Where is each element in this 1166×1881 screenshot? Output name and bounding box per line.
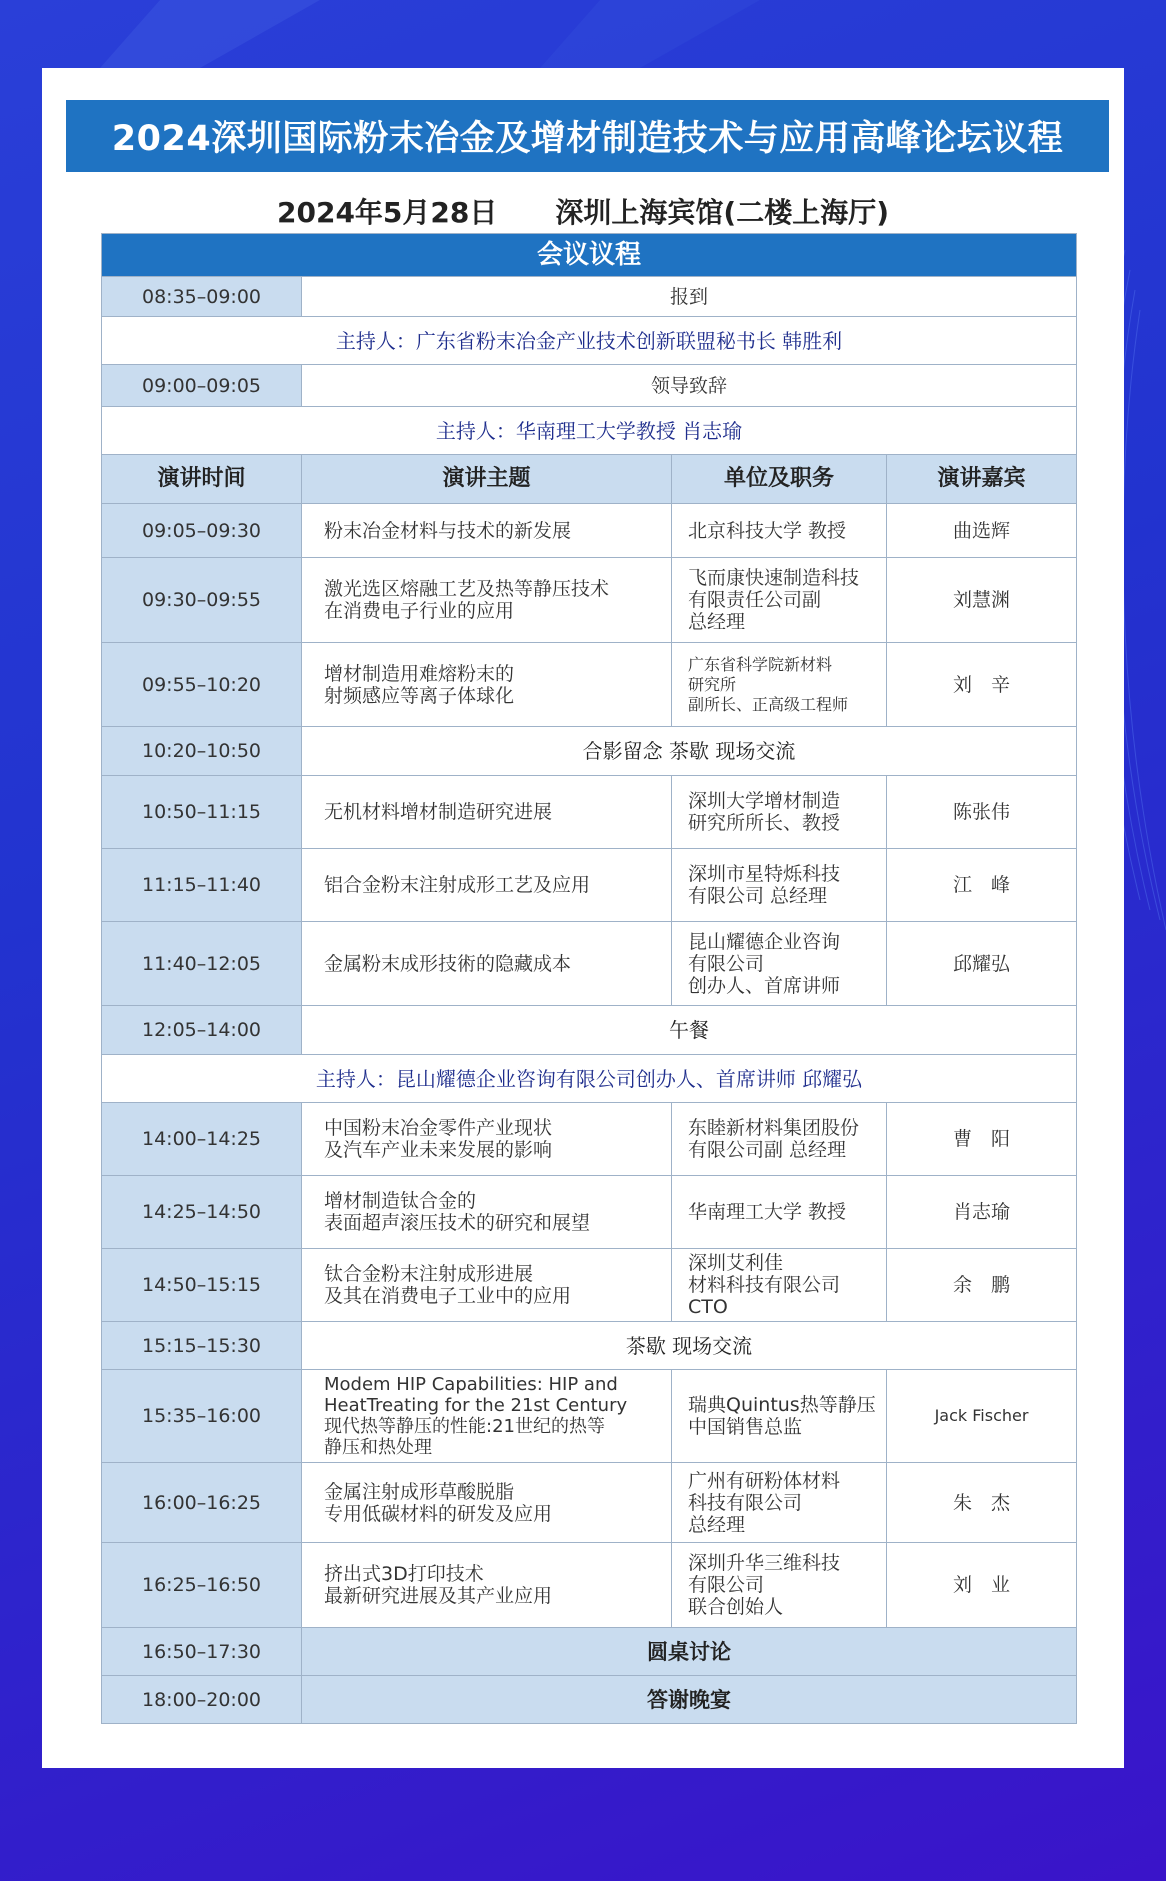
table-row <box>102 504 1077 558</box>
unit-cell: 深圳升华三维科技 有限公司 联合创始人 <box>672 1543 887 1628</box>
table-row <box>102 1176 1077 1249</box>
unit-cell: 瑞典Quintus热等静压 中国销售总监 <box>672 1370 887 1463</box>
event-venue: 深圳上海宾馆(二楼上海厅) <box>555 196 889 229</box>
speaker-cell: 曲选辉 <box>887 504 1077 558</box>
column-header: 单位及职务 <box>672 455 887 504</box>
time-cell: 09:05–09:30 <box>102 504 302 558</box>
host-cell: 主持人：广东省粉末冶金产业技术创新联盟秘书长 韩胜利 <box>102 317 1077 365</box>
table-row <box>102 277 1077 317</box>
column-header-row <box>102 455 1077 504</box>
closing-cell: 答谢晚宴 <box>302 1676 1077 1724</box>
table-row <box>102 1103 1077 1176</box>
table-row <box>102 1249 1077 1322</box>
host-row <box>102 1055 1077 1103</box>
table-row <box>102 1676 1077 1724</box>
unit-cell: 东睦新材料集团股份 有限公司副 总经理 <box>672 1103 887 1176</box>
host-cell: 主持人：华南理工大学教授 肖志瑜 <box>102 407 1077 455</box>
event-date: 2024年5月28日 <box>277 196 498 229</box>
table-row <box>102 1006 1077 1055</box>
break-cell: 午餐 <box>302 1006 1077 1055</box>
time-cell: 16:50–17:30 <box>102 1628 302 1676</box>
topic-cell: 金属粉末成形技術的隐藏成本 <box>302 922 672 1006</box>
speaker-cell: 陈张伟 <box>887 776 1077 849</box>
topic-cell: 钛合金粉末注射成形进展 及其在消费电子工业中的应用 <box>302 1249 672 1322</box>
table-row <box>102 727 1077 776</box>
unit-cell: 广州有研粉体材料 科技有限公司 总经理 <box>672 1463 887 1543</box>
agenda-header: 会议议程 <box>102 234 1077 277</box>
table-row <box>102 365 1077 407</box>
item-cell: 领导致辞 <box>302 365 1077 407</box>
unit-cell: 华南理工大学 教授 <box>672 1176 887 1249</box>
time-cell: 16:00–16:25 <box>102 1463 302 1543</box>
speaker-cell: 江 峰 <box>887 849 1077 922</box>
time-cell: 11:15–11:40 <box>102 849 302 922</box>
speaker-cell: Jack Fischer <box>887 1370 1077 1463</box>
date-venue <box>42 186 1124 236</box>
column-header: 演讲时间 <box>102 455 302 504</box>
closing-cell: 圆桌讨论 <box>302 1628 1077 1676</box>
time-cell: 09:55–10:20 <box>102 643 302 727</box>
host-row <box>102 407 1077 455</box>
speaker-cell: 余 鹏 <box>887 1249 1077 1322</box>
topic-cell: 增材制造用难熔粉末的 射频感应等离子体球化 <box>302 643 672 727</box>
time-cell: 14:25–14:50 <box>102 1176 302 1249</box>
table-row <box>102 1370 1077 1463</box>
table-row <box>102 776 1077 849</box>
unit-cell: 北京科技大学 教授 <box>672 504 887 558</box>
time-cell: 12:05–14:00 <box>102 1006 302 1055</box>
speaker-cell: 朱 杰 <box>887 1463 1077 1543</box>
topic-cell: 挤出式3D打印技术 最新研究进展及其产业应用 <box>302 1543 672 1628</box>
speaker-cell: 刘 业 <box>887 1543 1077 1628</box>
unit-cell: 深圳艾利佳 材料科技有限公司 CTO <box>672 1249 887 1322</box>
unit-cell: 深圳大学增材制造 研究所所长、教授 <box>672 776 887 849</box>
time-cell: 09:00–09:05 <box>102 365 302 407</box>
agenda-card <box>42 68 1124 1768</box>
table-row <box>102 1463 1077 1543</box>
table-row <box>102 849 1077 922</box>
topic-cell: 中国粉末冶金零件产业现状 及汽车产业未来发展的影响 <box>302 1103 672 1176</box>
page-title: 2024深圳国际粉末冶金及增材制造技术与应用高峰论坛议程 <box>66 100 1109 172</box>
table-row <box>102 643 1077 727</box>
speaker-cell: 邱耀弘 <box>887 922 1077 1006</box>
item-cell: 报到 <box>302 277 1077 317</box>
table-row <box>102 1322 1077 1370</box>
time-cell: 14:00–14:25 <box>102 1103 302 1176</box>
break-cell: 茶歇 现场交流 <box>302 1322 1077 1370</box>
unit-cell: 昆山耀德企业咨询 有限公司 创办人、首席讲师 <box>672 922 887 1006</box>
time-cell: 10:20–10:50 <box>102 727 302 776</box>
speaker-cell: 刘慧渊 <box>887 558 1077 643</box>
topic-cell: 增材制造钛合金的 表面超声滚压技术的研究和展望 <box>302 1176 672 1249</box>
host-cell: 主持人：昆山耀德企业咨询有限公司创办人、首席讲师 邱耀弘 <box>102 1055 1077 1103</box>
time-cell: 15:15–15:30 <box>102 1322 302 1370</box>
topic-cell: 铝合金粉末注射成形工艺及应用 <box>302 849 672 922</box>
unit-cell: 广东省科学院新材料 研究所 副所长、正高级工程师 <box>672 643 887 727</box>
time-cell: 18:00–20:00 <box>102 1676 302 1724</box>
table-row <box>102 1543 1077 1628</box>
time-cell: 15:35–16:00 <box>102 1370 302 1463</box>
topic-cell: 激光选区熔融工艺及热等静压技术 在消费电子行业的应用 <box>302 558 672 643</box>
topic-cell: 粉末冶金材料与技术的新发展 <box>302 504 672 558</box>
column-header: 演讲主题 <box>302 455 672 504</box>
unit-cell: 深圳市星特烁科技 有限公司 总经理 <box>672 849 887 922</box>
break-cell: 合影留念 茶歇 现场交流 <box>302 727 1077 776</box>
table-row <box>102 1628 1077 1676</box>
time-cell: 14:50–15:15 <box>102 1249 302 1322</box>
time-cell: 10:50–11:15 <box>102 776 302 849</box>
unit-cell: 飞而康快速制造科技 有限责任公司副 总经理 <box>672 558 887 643</box>
time-cell: 08:35–09:00 <box>102 277 302 317</box>
time-cell: 16:25–16:50 <box>102 1543 302 1628</box>
time-cell: 11:40–12:05 <box>102 922 302 1006</box>
time-cell: 09:30–09:55 <box>102 558 302 643</box>
agenda-table <box>101 233 1077 1724</box>
agenda-header-row <box>102 234 1077 277</box>
table-row <box>102 922 1077 1006</box>
column-header: 演讲嘉宾 <box>887 455 1077 504</box>
topic-cell: 金属注射成形草酸脱脂 专用低碳材料的研发及应用 <box>302 1463 672 1543</box>
speaker-cell: 刘 辛 <box>887 643 1077 727</box>
table-row <box>102 558 1077 643</box>
host-row <box>102 317 1077 365</box>
speaker-cell: 曹 阳 <box>887 1103 1077 1176</box>
speaker-cell: 肖志瑜 <box>887 1176 1077 1249</box>
topic-cell: 无机材料增材制造研究进展 <box>302 776 672 849</box>
topic-cell: Modem HIP Capabilities: HIP and HeatTreating for the 21st Century 现代热等静压的性能:21世纪的热等 静压和热处理 <box>302 1370 672 1463</box>
